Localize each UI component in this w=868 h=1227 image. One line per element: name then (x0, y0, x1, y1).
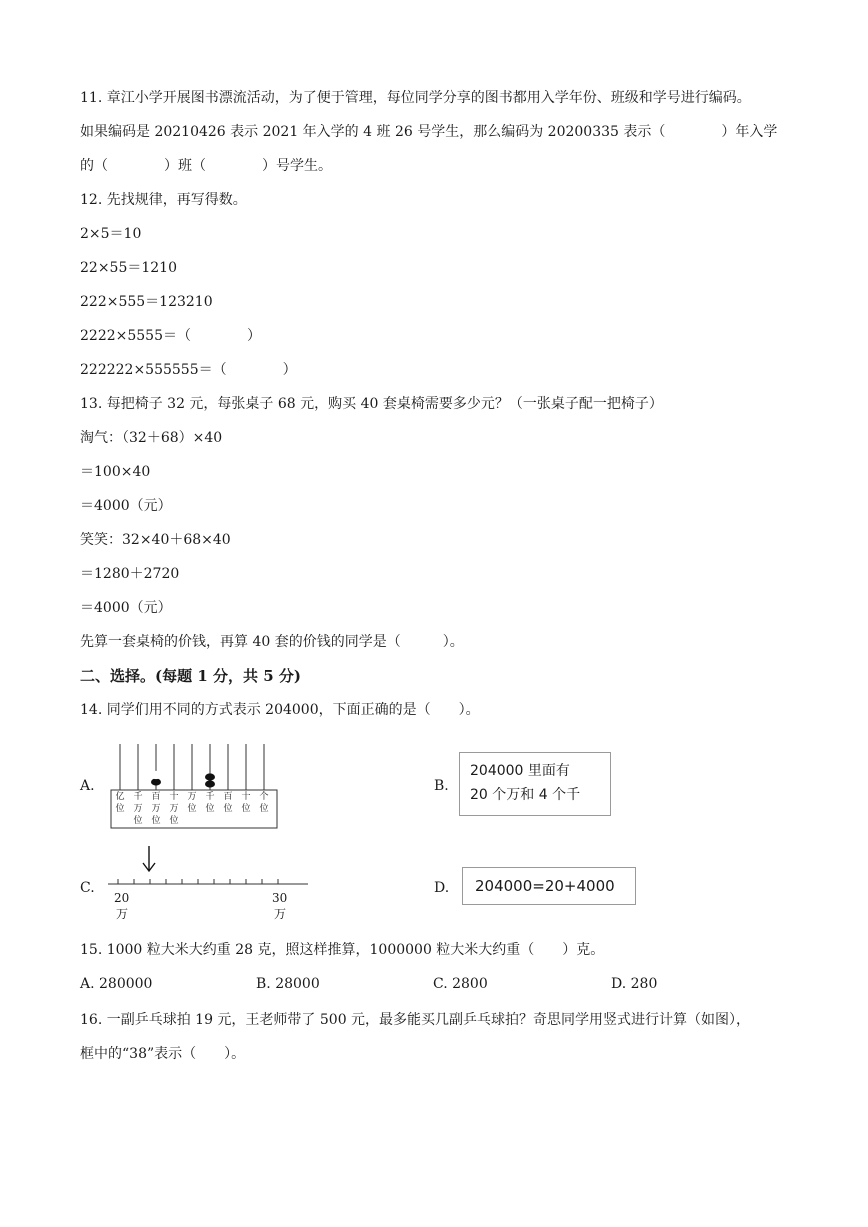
q15-option[interactable]: C. 2800 (433, 976, 488, 992)
option-b-label[interactable]: B. (434, 778, 449, 794)
q13-xiaoxiao-line: ＝4000（元） (80, 600, 172, 616)
number-line-right-unit: 万 (274, 907, 287, 921)
place-label: 亿 位 (115, 792, 125, 814)
q13-taoqi-line: ＝4000（元） (80, 498, 172, 514)
abacus-bead (151, 771, 161, 778)
q12-row: 2×5＝10 (80, 226, 142, 242)
q14-title: 14. 同学们用不同的方式表示 204000，下面正确的是（ ）。 (80, 702, 480, 718)
q13-taoqi-line: ＝100×40 (80, 464, 151, 480)
place-label: 千 位 (205, 792, 215, 814)
option-d-text: 204000=20+4000 (475, 877, 615, 895)
q15-option[interactable]: B. 28000 (256, 976, 320, 992)
place-label: 百 位 (223, 792, 233, 814)
place-label: 万 位 (187, 792, 197, 814)
place-label: 十 万 位 (169, 792, 179, 826)
place-label: 个 位 (259, 792, 269, 814)
q12-title: 12. 先找规律，再写得数。 (80, 192, 247, 208)
q15-option[interactable]: D. 280 (611, 976, 658, 992)
option-a-label[interactable]: A. (80, 778, 95, 794)
q16-line2: 框中的“38”表示（ ）。 (80, 1046, 246, 1062)
abacus-bead (205, 773, 215, 780)
abacus-bead (205, 780, 215, 787)
place-label: 十 位 (241, 792, 251, 814)
q11-line1: 11. 章江小学开展图书漂流活动，为了便于管理，每位同学分享的图书都用入学年份、班级和学号进行编码。 (80, 90, 751, 106)
number-line-figure (108, 846, 310, 894)
q13-xiaoxiao-line: ＝1280＋2720 (80, 566, 180, 582)
q15-title: 15. 1000 粒大米大约重 28 克，照这样推算，1000000 粒大米大约重（ ）克。 (80, 942, 605, 958)
number-line-right-value: 30 (272, 891, 288, 905)
option-c-label[interactable]: C. (80, 880, 95, 896)
q15-option[interactable]: A. 280000 (80, 976, 153, 992)
q12-row: 222×555＝123210 (80, 294, 213, 310)
q12-row: 2222×5555＝（ ） (80, 328, 261, 344)
q11-line2: 如果编码是 20210426 表示 2021 年入学的 4 班 26 号学生，那么编码为 20200335 表示（ ）年入学 (80, 124, 778, 140)
place-label: 百 万 位 (151, 792, 161, 826)
q12-row: 222222×555555＝（ ） (80, 362, 297, 378)
q16-line1: 16. 一副乒乓球拍 19 元，王老师带了 500 元，最多能买几副乒乓球拍？奇思同学用竖式进行计算（如图）， (80, 1012, 751, 1028)
abacus-place-labels (108, 791, 284, 829)
q13-title: 13. 每把椅子 32 元，每张桌子 68 元，购买 40 套桌椅需要多少元？（一张桌子配一把椅子） (80, 396, 663, 412)
q13-xiaoxiao-line: 笑笑：32×40＋68×40 (80, 532, 231, 548)
abacus-bead (151, 778, 161, 785)
place-label: 千 万 位 (133, 792, 143, 826)
option-b-text: 204000 里面有 (470, 763, 570, 779)
q11-line3: 的（ ）班（ ）号学生。 (80, 158, 332, 174)
option-b-text: 20 个万和 4 个千 (470, 787, 581, 803)
number-line-left-unit: 万 (116, 907, 129, 921)
option-b-box (459, 752, 611, 816)
option-d-box (462, 867, 636, 905)
q13-taoqi-line: 淘气：（32＋68）×40 (80, 430, 223, 446)
number-line-left-value: 20 (114, 891, 130, 905)
q12-row: 22×55＝1210 (80, 260, 177, 276)
q13-question: 先算一套桌椅的价钱，再算 40 套的价钱的同学是（ ）。 (80, 634, 464, 650)
down-arrow-icon (143, 846, 155, 871)
option-d-label[interactable]: D. (434, 880, 450, 896)
section-title: 二、选择。(每题 1 分，共 5 分) (80, 667, 301, 685)
